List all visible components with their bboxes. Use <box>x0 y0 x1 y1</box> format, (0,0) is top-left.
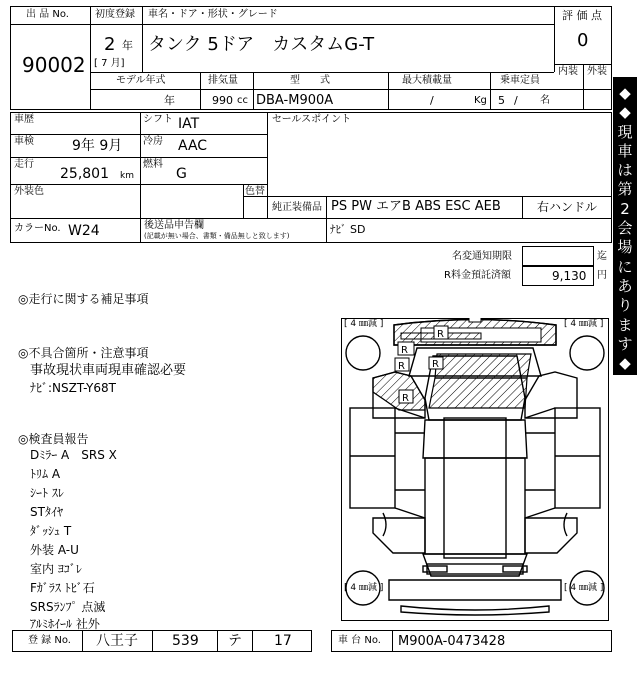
tire-fr: [ 4 ㎜減 ] <box>564 319 604 329</box>
inspector-line: SRSﾗﾝﾌﾟ 点滅 <box>30 600 106 614</box>
ac-label: 冷房 <box>143 136 163 147</box>
divider <box>252 630 253 652</box>
capacity-label: 乗車定員 <box>500 75 540 86</box>
tire-rl: [ 4 ㎜減 ] <box>344 583 384 593</box>
divider <box>10 24 90 25</box>
inspector-line: Dﾐﾗｰ A SRS X <box>30 448 117 462</box>
year-unit: 年 <box>122 39 133 52</box>
divider <box>583 80 584 110</box>
divider <box>10 218 612 219</box>
divider <box>326 218 327 243</box>
history-label: 車歴 <box>14 114 34 125</box>
chassis: M900A-0473428 <box>398 634 506 649</box>
score: 0 <box>577 30 589 51</box>
divider <box>583 64 584 80</box>
color-no-label: カラーNo. <box>14 223 61 234</box>
aftermarket-label: 後送品申告欄 <box>144 220 204 231</box>
inspector-line: ﾀﾞｯｼｭ T <box>30 524 72 538</box>
capacity: 5 <box>498 94 505 107</box>
color-no: W24 <box>68 223 100 239</box>
color-change-label: 色替 <box>245 186 265 197</box>
recycle-label: R料金預託済額 <box>444 270 511 281</box>
mileage: 25,801 <box>60 166 109 182</box>
car-diagram <box>341 318 609 621</box>
chassis-label: 車 台 No. <box>338 635 381 646</box>
displacement-unit: cc <box>237 95 248 106</box>
max-load: / <box>430 94 434 107</box>
fuel: G <box>176 166 187 182</box>
r-mark: R <box>401 345 408 356</box>
divider <box>82 630 83 652</box>
inspector-line: ｼｰﾄ ｽﾚ <box>30 486 64 500</box>
divider <box>267 196 612 197</box>
divider <box>522 196 523 218</box>
divider <box>140 112 141 218</box>
name-change-label: 名変通知期限 <box>452 251 512 262</box>
interior-label: 内装 <box>558 66 578 77</box>
defect-line: ﾅﾋﾞ:NSZT-Y68T <box>30 381 116 395</box>
inspector-line: STﾀｲﾔ <box>30 505 63 519</box>
score-label: 評 価 点 <box>562 9 602 22</box>
first-reg-label: 初度登録 <box>95 9 135 20</box>
inspector-line: 外装 A-U <box>30 543 79 557</box>
ac: AAC <box>178 138 208 154</box>
reg-num: 17 <box>274 633 292 649</box>
r-mark: R <box>402 393 409 404</box>
shift: IAT <box>178 116 200 132</box>
divider <box>10 184 267 185</box>
divider <box>10 157 267 158</box>
name-change-unit: 迄 <box>597 251 607 262</box>
divider <box>10 134 267 135</box>
mileage-unit: km <box>120 171 134 181</box>
first-reg-year: 2 <box>104 34 116 55</box>
reg-class: 539 <box>172 633 199 649</box>
inspector-line: Fｶﾞﾗｽ ﾄﾋﾞ石 <box>30 581 95 595</box>
divider <box>90 24 554 25</box>
handle: 右ハンドル <box>537 200 598 214</box>
divider <box>388 72 389 110</box>
inspector-line: ﾄﾘﾑ A <box>30 467 61 481</box>
divider <box>253 72 254 110</box>
divider <box>392 630 393 652</box>
type: DBA-M900A <box>256 93 334 108</box>
divider <box>152 630 153 652</box>
divider <box>243 184 244 218</box>
mileage-label: 走行 <box>14 159 34 170</box>
displacement: 990 <box>212 94 233 107</box>
divider <box>200 72 201 110</box>
inspector-line: 室内 ﾖｺﾞﾚ <box>30 562 82 576</box>
capacity-unit: 名 <box>540 95 550 106</box>
inspection-label: 車検 <box>14 136 34 147</box>
name-change-box <box>522 246 594 266</box>
defect-line: 事故現状車両現車確認必要 <box>30 363 187 378</box>
car-name: タンク 5ドア カスタムG-T <box>148 34 375 55</box>
model-year-label: モデル年式 <box>116 75 166 86</box>
max-load-label: 最大積載量 <box>402 75 452 86</box>
lot-no-label: 出 品 No. <box>26 9 69 20</box>
side-notice-text: ◆ ◆ 現 車 は 第 2 会 場 に あ り ま す ◆ ◆ <box>617 84 633 392</box>
divider <box>90 89 612 90</box>
divider <box>490 72 491 110</box>
divider <box>140 218 141 243</box>
equip-label: 純正装備品 <box>272 202 322 213</box>
reg-place: 八王子 <box>96 633 138 649</box>
divider <box>90 6 91 110</box>
ext-color-label: 外装色 <box>14 186 44 197</box>
divider <box>326 196 327 218</box>
divider <box>267 112 268 218</box>
aftermarket-note: (記載が無い場合、書類・備品無しと致します) <box>144 232 290 240</box>
divider <box>90 72 554 73</box>
displacement-label: 排気量 <box>208 75 238 86</box>
inspection: 9年 9月 <box>72 138 123 154</box>
r-mark: R <box>398 361 405 372</box>
reg-kana: テ <box>228 633 242 649</box>
equip: PS PW エアB ABS ESC AEB <box>331 199 501 214</box>
reg-label: 登 録 No. <box>28 635 71 646</box>
capacity-sep: / <box>514 94 518 107</box>
divider <box>142 6 143 72</box>
recycle-unit: 円 <box>597 270 607 281</box>
shift-label: シフト <box>143 114 173 125</box>
exterior-label: 外装 <box>587 66 607 77</box>
inspector-line: ｱﾙﾐﾎｲｰﾙ 社外 <box>30 617 100 631</box>
divider <box>554 6 555 72</box>
car-name-label: 車名・ドア・形状・グレード <box>148 9 278 20</box>
max-load-unit: Kg <box>474 95 487 106</box>
lot-no: 90002 <box>22 53 86 77</box>
r-mark: R <box>432 359 439 370</box>
inspector-label: ◎検査員報告 <box>18 432 89 446</box>
tire-fl: [ 4 ㎜減 ] <box>344 319 384 329</box>
navi: ﾅﾋﾞ SD <box>330 223 366 236</box>
fuel-label: 燃料 <box>143 159 163 170</box>
first-reg-month: [ 7 月] <box>94 58 125 69</box>
recycle-value: 9,130 <box>552 269 587 283</box>
driving-label: ◎走行に関する補足事項 <box>18 292 149 306</box>
tire-rr: [ 4 ㎜減 ] <box>564 583 604 593</box>
r-mark: R <box>437 329 444 340</box>
sales-point-label: セールスポイント <box>272 114 352 125</box>
type-label: 型 式 <box>290 75 330 86</box>
divider <box>217 630 218 652</box>
defects-label: ◎不具合箇所・注意事項 <box>18 346 149 360</box>
model-year-unit: 年 <box>164 94 175 107</box>
